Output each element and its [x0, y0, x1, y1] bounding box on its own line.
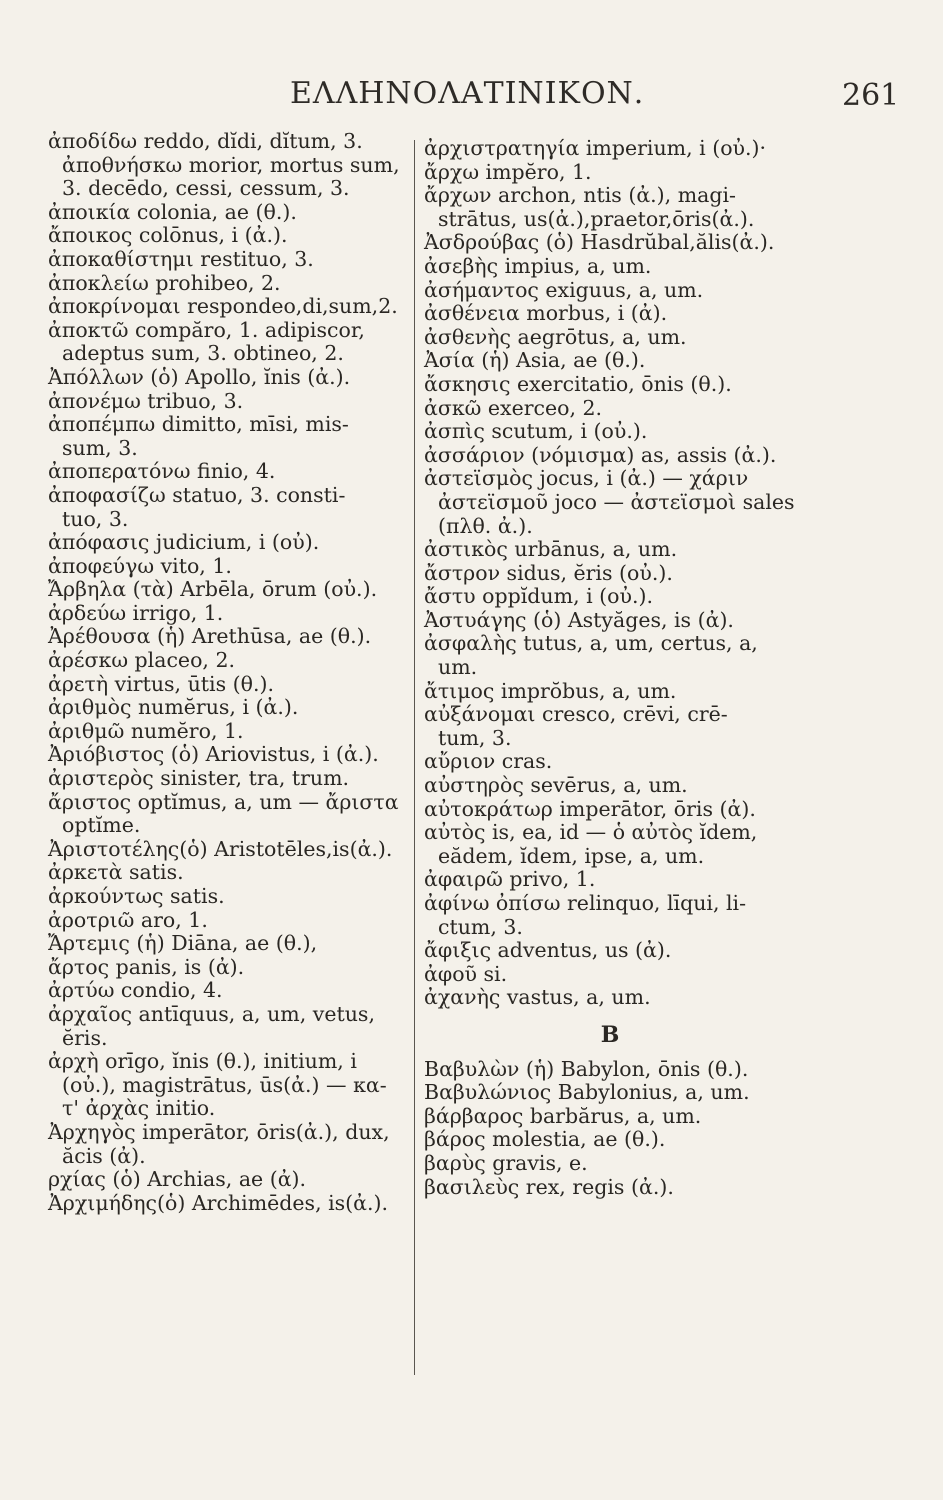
- dictionary-entry: tum, 3.: [438, 725, 512, 750]
- dictionary-entry: ctum, 3.: [438, 914, 523, 939]
- dictionary-entry: Ἄρβηλα (τὰ) Arbēla, ōrum (οὐ.).: [48, 577, 378, 602]
- dictionary-entry: ἄφιξις adventus, us (ἀ).: [424, 938, 672, 963]
- dictionary-entry: ἀποφασίζω statuo, 3. consti-: [48, 482, 346, 507]
- dictionary-entry: (πλθ. ἀ.).: [438, 513, 533, 538]
- dictionary-entry: ρχίας (ὁ) Archias, ae (ἀ).: [48, 1167, 307, 1192]
- dictionary-entry: ἀρέσκω placeo, 2.: [48, 648, 236, 673]
- dictionary-entry: ἀριθμὸς numĕrus, i (ἀ.).: [48, 695, 299, 720]
- dictionary-entry: eădem, ĭdem, ipse, a, um.: [438, 843, 705, 868]
- dictionary-entry: ἄριστος optĭmus, a, um — ἄριστα: [48, 789, 399, 814]
- dictionary-entry: tuo, 3.: [62, 506, 129, 531]
- dictionary-entry: ἀποκτῶ compăro, 1. adipiscor,: [48, 317, 365, 342]
- dictionary-entry: βασιλεὺς rex, regis (ἀ.).: [424, 1174, 674, 1199]
- left-column: [48, 130, 410, 1215]
- dictionary-entry: ἀχανὴς vastus, a, um.: [424, 985, 651, 1010]
- dictionary-entry: Ἀσία (ἡ) Asia, ae (θ.).: [424, 348, 646, 373]
- dictionary-entry: Ἄρτεμις (ἡ) Diāna, ae (θ.),: [48, 931, 318, 956]
- dictionary-entry: strātus, us(ἀ.),praetor,ōris(ἀ.).: [438, 206, 755, 231]
- dictionary-entry: ἀποκαθίστημι restituo, 3.: [48, 246, 314, 271]
- dictionary-entry: ἀρκετὰ satis.: [48, 860, 184, 885]
- dictionary-entry: αὔριον cras.: [424, 749, 553, 774]
- dictionary-entry: ἀσθενὴς aegrōtus, a, um.: [424, 324, 687, 349]
- dictionary-entry: ἀσθένεια morbus, i (ἀ).: [424, 301, 668, 326]
- dictionary-entry: ἀποκλείω prohibeo, 2.: [48, 270, 281, 295]
- dictionary-entry: ἀφίνω ὀπίσω relinquo, līqui, li-: [424, 891, 747, 915]
- dictionary-entry: ἀποπέμπω dimitto, mīsi, mis-: [48, 412, 349, 437]
- dictionary-entry: ἀποικία colonia, ae (θ.).: [48, 199, 297, 224]
- dictionary-entry: ἀριστερὸς sinister, tra, trum.: [48, 766, 350, 791]
- dictionary-entry: ἀριθμῶ numĕro, 1.: [48, 718, 244, 743]
- dictionary-entry: ἀρτύω condio, 4.: [48, 978, 223, 1003]
- dictionary-entry: ἀσσάριον (νόμισμα) as, assis (ἀ.).: [424, 442, 777, 467]
- running-title: ΕΛΛΗΝΟΛΑΤΙΝΙΚΟΝ.: [290, 76, 645, 111]
- dictionary-entry: Ἀρχιμήδης(ὁ) Archimēdes, is(ἀ.).: [48, 1190, 389, 1215]
- dictionary-entry: ἀπονέμω tribuo, 3.: [48, 388, 244, 413]
- dictionary-entry: Ἀριόβιστος (ὁ) Ariovistus, i (ἀ.).: [48, 742, 379, 767]
- dictionary-entry: ἀσπὶς scutum, i (οὐ.).: [424, 419, 648, 444]
- dictionary-entry: ăcis (ἀ).: [62, 1143, 146, 1168]
- dictionary-entry: ἀροτριῶ aro, 1.: [48, 907, 208, 932]
- dictionary-entry: ἀσκῶ exerceo, 2.: [424, 395, 603, 420]
- dictionary-entry: ἀρετὴ virtus, ūtis (θ.).: [48, 671, 274, 696]
- dictionary-entry: ἀποπερατόνω finio, 4.: [48, 459, 276, 484]
- dictionary-entry: βαρὺς gravis, e.: [424, 1150, 588, 1175]
- dictionary-entry: αὐξάνομαι cresco, crēvi, crē-: [424, 702, 728, 727]
- dictionary-entry: ἀφαιρῶ privo, 1.: [424, 867, 596, 892]
- dictionary-entry: Ἀρέθουσα (ἡ) Arethūsa, ae (θ.).: [48, 624, 372, 649]
- section-letter: B: [600, 1021, 620, 1048]
- right-column: [424, 137, 796, 1199]
- dictionary-entry: ἄρχων archon, ntis (ἀ.), magi-: [424, 183, 736, 208]
- dictionary-entry: τ' ἀρχὰς initio.: [62, 1096, 216, 1121]
- dictionary-entry: um.: [438, 655, 478, 680]
- dictionary-entry: ĕris.: [62, 1025, 108, 1050]
- dictionary-entry: ἀστικὸς urbānus, a, um.: [424, 537, 678, 562]
- dictionary-entry: Ἀριστοτέλης(ὁ) Aristotēles,is(ἀ.).: [48, 836, 393, 861]
- dictionary-entry: ἀπόφασις judicium, i (οὐ).: [48, 530, 320, 555]
- dictionary-entry: ἀποφεύγω vito, 1.: [48, 553, 232, 578]
- dictionary-entry: 3. decēdo, cessi, cessum, 3.: [62, 176, 350, 201]
- page-number: 261: [842, 78, 900, 113]
- dictionary-entry: ἀστεϊσμοῦ joco — ἀστεϊσμοὶ sales: [438, 489, 795, 514]
- dictionary-entry: (οὐ.), magistrātus, ūs(ἀ.) — κα-: [62, 1072, 387, 1097]
- dictionary-entry: Βαβυλὼν (ἡ) Babylon, ōnis (θ.).: [424, 1056, 749, 1081]
- dictionary-entry: ἀποδίδω reddo, dĭdi, dĭtum, 3.: [48, 129, 363, 153]
- page-header: [0, 72, 943, 122]
- dictionary-entry: Ἀσδρούβας (ὁ) Hasdrŭbal,ălis(ἀ.).: [424, 230, 775, 255]
- dictionary-entry: Βαβυλώνιος Babylonius, a, um.: [424, 1080, 750, 1105]
- column-divider: [414, 140, 415, 1375]
- dictionary-entry: ἀποθνήσκω morior, mortus sum,: [62, 152, 400, 177]
- dictionary-entry: ἀρκούντως satis.: [48, 884, 225, 908]
- dictionary-entry: ἀρχαῖος antīquus, a, um, vetus,: [48, 1001, 375, 1026]
- dictionary-entry: Ἀρχηγὸς imperātor, ōris(ἀ.), dux,: [48, 1119, 390, 1144]
- dictionary-entry: αὐτὸς is, ea, id — ὁ αὐτὸς ĭdem,: [424, 820, 758, 845]
- dictionary-entry: ἀφοῦ si.: [424, 961, 508, 986]
- dictionary-entry: optĭme.: [62, 813, 141, 838]
- dictionary-entry: ἄρχω impĕro, 1.: [424, 159, 592, 184]
- dictionary-entry: αὐστηρὸς sevērus, a, um.: [424, 773, 688, 798]
- dictionary-entry: βάρος molestia, ae (θ.).: [424, 1127, 666, 1152]
- dictionary-entry: ἄποικος colōnus, i (ἀ.).: [48, 223, 288, 248]
- dictionary-entry: ἄσκησις exercitatio, ōnis (θ.).: [424, 371, 732, 396]
- dictionary-entry: Ἀπόλλων (ὁ) Apollo, ĭnis (ἀ.).: [48, 364, 351, 389]
- dictionary-entry: ἀστεϊσμὸς jocus, i (ἀ.) — χάριν: [424, 466, 749, 491]
- dictionary-entry: ἄστυ oppĭdum, i (οὐ.).: [424, 584, 654, 609]
- dictionary-entry: ἄστρον sidus, ĕris (οὐ.).: [424, 560, 673, 585]
- dictionary-entry: adeptus sum, 3. obtineo, 2.: [62, 341, 344, 366]
- dictionary-entry: ἀσεβὴς impius, a, um.: [424, 253, 652, 278]
- dictionary-entry: βάρβαρος barbărus, a, um.: [424, 1103, 702, 1128]
- dictionary-entry: ἀσήμαντος exiguus, a, um.: [424, 277, 704, 302]
- dictionary-entry: ἀρχιστρατηγία imperium, i (οὐ.)·: [424, 136, 767, 160]
- dictionary-entry: ἄτιμος imprŏbus, a, um.: [424, 678, 677, 703]
- dictionary-entry: ἀρχὴ orīgo, ĭnis (θ.), initium, i: [48, 1049, 357, 1074]
- dictionary-entry: Ἀστυάγης (ὁ) Astyăges, is (ἀ).: [424, 607, 734, 632]
- dictionary-entry: sum, 3.: [62, 435, 138, 460]
- dictionary-entry: ἄρτος panis, is (ἀ).: [48, 954, 245, 979]
- dictionary-entry: αὐτοκράτωρ imperātor, ōris (ἀ).: [424, 796, 756, 821]
- dictionary-entry: ἀποκρίνομαι respondeo,di,sum,2.: [48, 294, 398, 319]
- dictionary-entry: ἀσφαλὴς tutus, a, um, certus, a,: [424, 631, 758, 656]
- dictionary-entry: ἀρδεύω irrigo, 1.: [48, 600, 224, 625]
